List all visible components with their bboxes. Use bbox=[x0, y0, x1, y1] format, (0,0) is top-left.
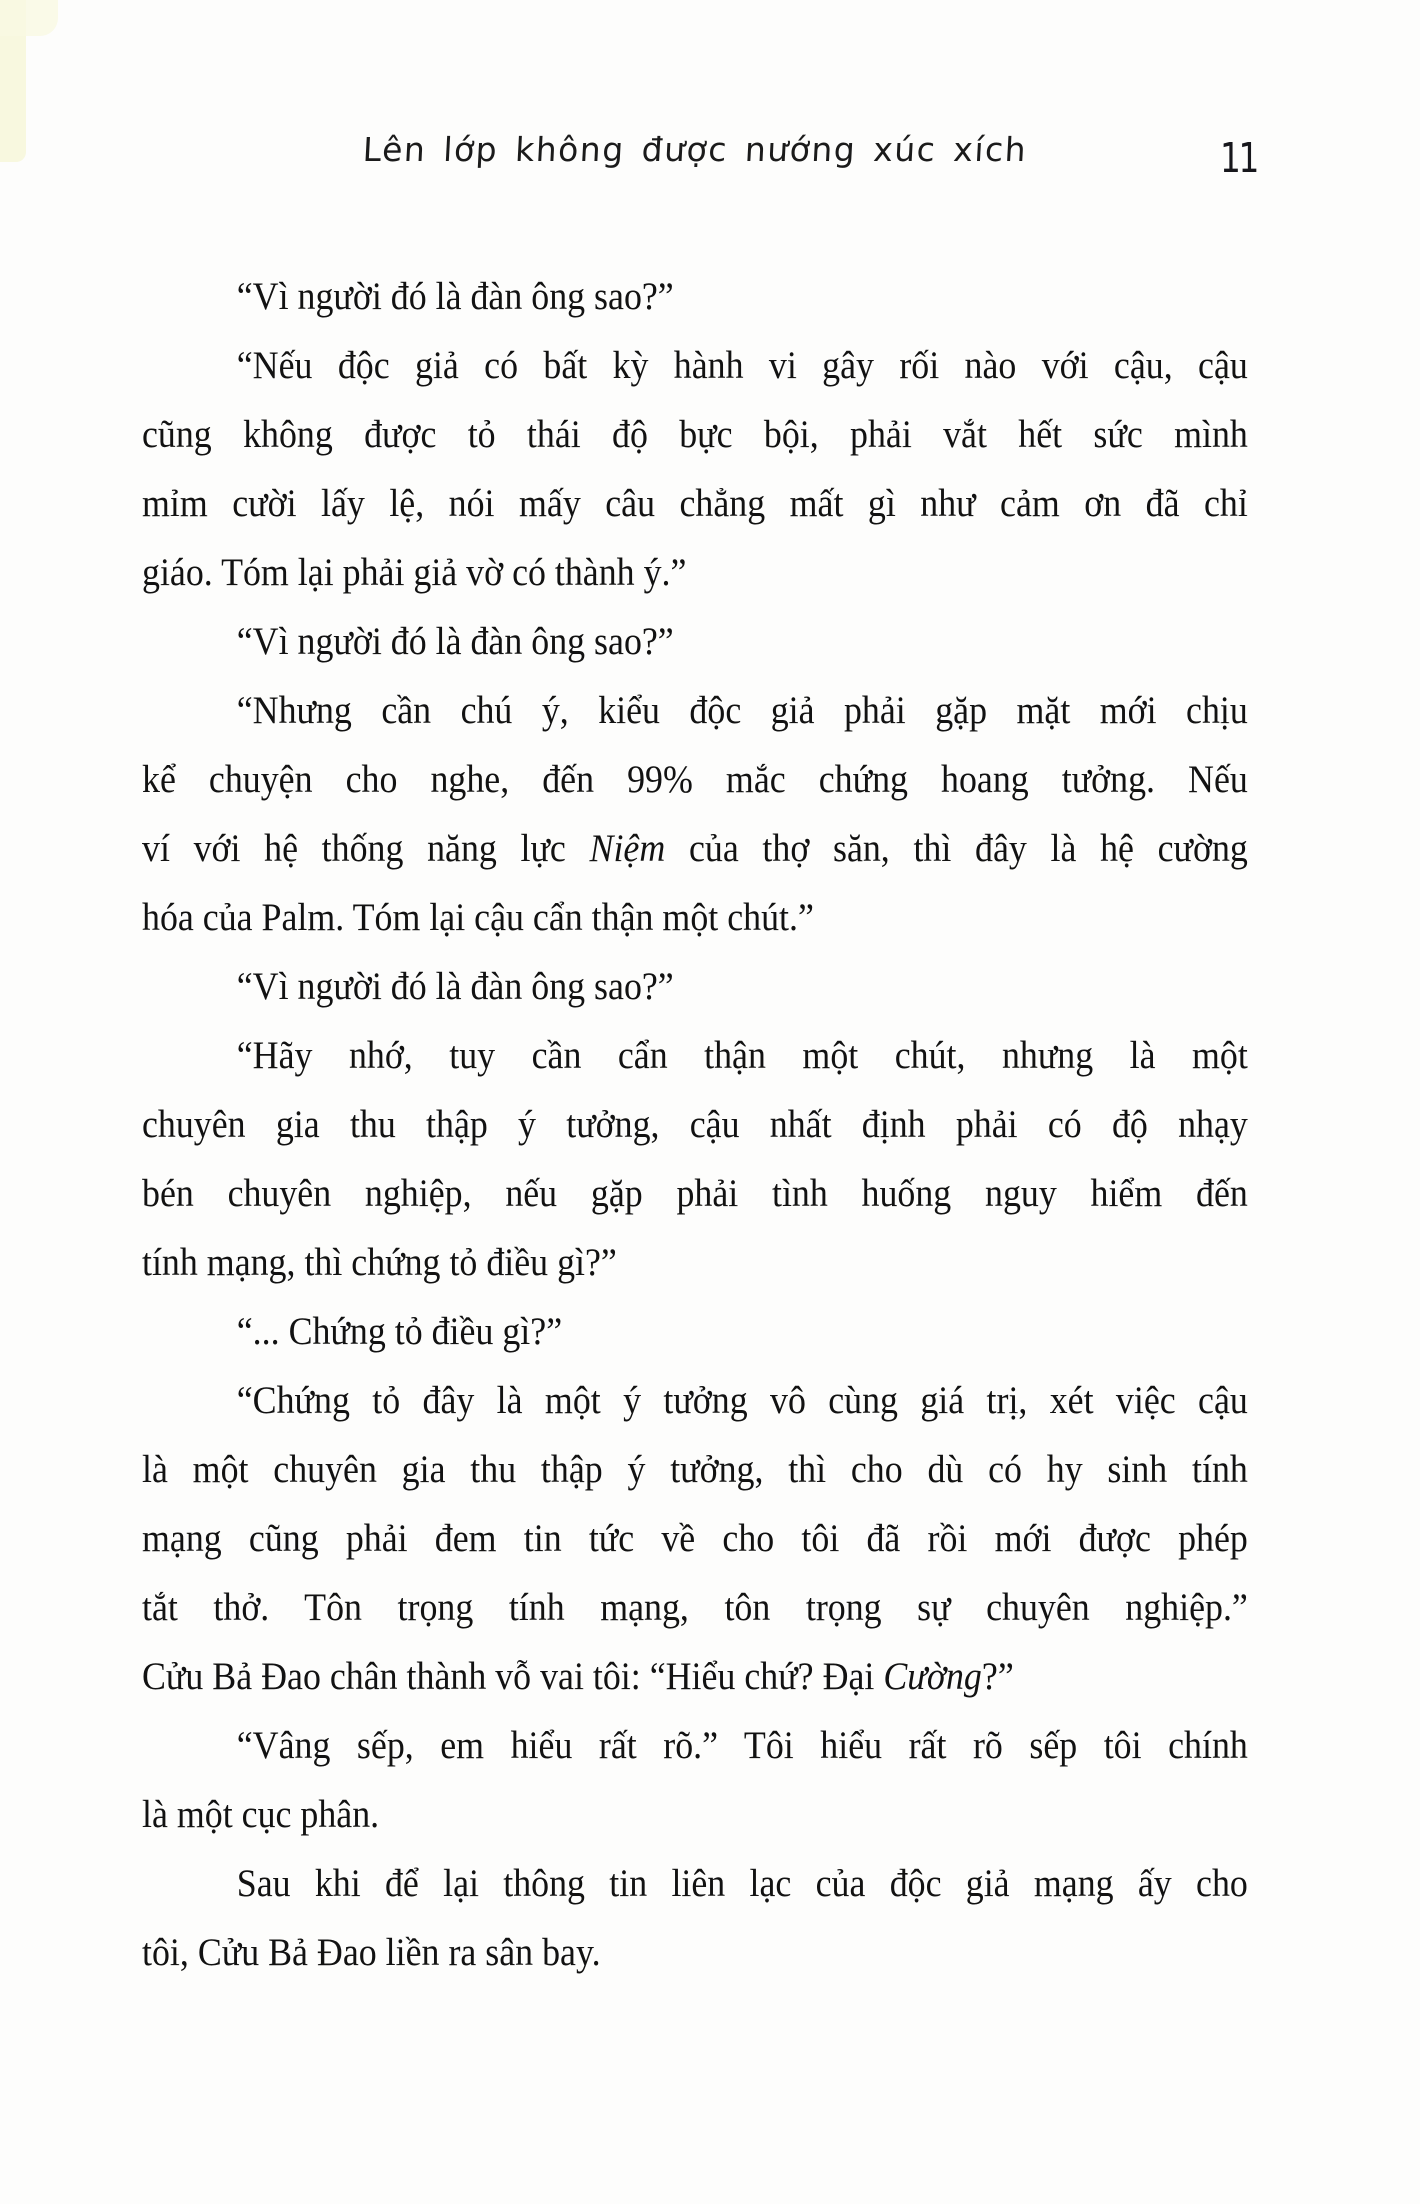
text-line: tắt thở. Tôn trọng tính mạng, tôn trọng sự chuyên nghiệp.” bbox=[142, 1586, 1248, 1629]
text-line: hóa của Palm. Tóm lại cậu cẩn thận một chút.” bbox=[142, 896, 814, 939]
text-line: kể chuyện cho nghe, đến 99% mắc chứng hoang tưởng. Nếu bbox=[142, 758, 1248, 801]
text-line: “Vâng sếp, em hiểu rất rõ.” Tôi hiểu rất rõ sếp tôi chính bbox=[236, 1724, 1248, 1767]
page-body bbox=[142, 262, 1248, 1987]
scan-artifact-corner-notch bbox=[0, 0, 58, 36]
text-line: Cửu Bả Đao chân thành vỗ vai tôi: “Hiểu chứ? Đại Cường?” bbox=[142, 1655, 1014, 1698]
text-line: “Nếu độc giả có bất kỳ hành vi gây rối nào với cậu, cậu bbox=[236, 344, 1248, 387]
text-line: chuyên gia thu thập ý tưởng, cậu nhất định phải có độ nhạy bbox=[142, 1103, 1248, 1146]
text-line: tôi, Cửu Bả Đao liền ra sân bay. bbox=[142, 1931, 601, 1974]
text-line: mạng cũng phải đem tin tức về cho tôi đã rồi mới được phép bbox=[142, 1517, 1248, 1560]
text-line: “... Chứng tỏ điều gì?” bbox=[236, 1310, 563, 1353]
text-line: “Nhưng cần chú ý, kiểu độc giả phải gặp mặt mới chịu bbox=[236, 689, 1248, 732]
text-line: là một cục phân. bbox=[142, 1793, 380, 1836]
text-line: là một chuyên gia thu thập ý tưởng, thì cho dù có hy sinh tính bbox=[142, 1448, 1248, 1491]
text-line: “Vì người đó là đàn ông sao?” bbox=[236, 275, 674, 318]
text-line: “Chứng tỏ đây là một ý tưởng vô cùng giá trị, xét việc cậu bbox=[236, 1379, 1248, 1422]
text-line: cũng không được tỏ thái độ bực bội, phải vắt hết sức mình bbox=[142, 413, 1248, 456]
page-number: 11 bbox=[1220, 134, 1257, 182]
text-line: “Vì người đó là đàn ông sao?” bbox=[236, 965, 674, 1008]
text-line: tính mạng, thì chứng tỏ điều gì?” bbox=[142, 1241, 617, 1284]
text-line: ví với hệ thống năng lực Niệm của thợ săn, thì đây là hệ cường bbox=[142, 827, 1248, 870]
text-line: bén chuyên nghiệp, nếu gặp phải tình huống nguy hiểm đến bbox=[142, 1172, 1248, 1215]
text-line: Sau khi để lại thông tin liên lạc của độc giả mạng ấy cho bbox=[236, 1862, 1248, 1905]
running-header-title: Lên lớp không được nướng xúc xích bbox=[361, 130, 1029, 169]
text-line: mỉm cười lấy lệ, nói mấy câu chẳng mất gì như cảm ơn đã chỉ bbox=[142, 482, 1248, 525]
text-line: “Vì người đó là đàn ông sao?” bbox=[236, 620, 674, 663]
text-line: “Hãy nhớ, tuy cần cẩn thận một chút, nhưng là một bbox=[236, 1034, 1248, 1077]
text-line: giáo. Tóm lại phải giả vờ có thành ý.” bbox=[142, 551, 687, 594]
